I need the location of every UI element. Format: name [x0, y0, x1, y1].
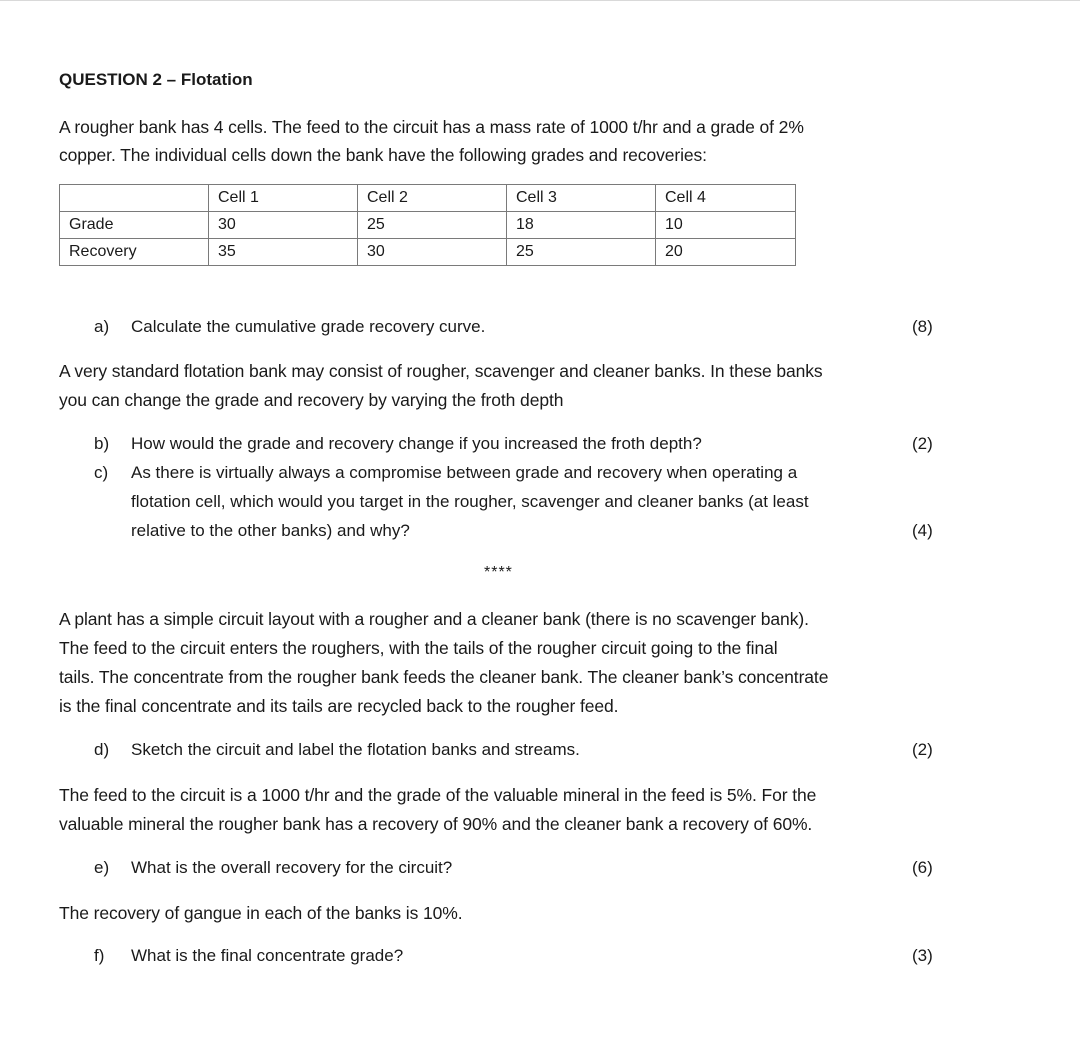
table-cell: 18 — [507, 212, 656, 239]
table-row-label: Recovery — [60, 239, 209, 266]
part-d-text: Sketch the circuit and label the flotation banks and streams. — [131, 740, 580, 759]
para5-line-1: The recovery of gangue in each of the banks is 10%. — [59, 903, 463, 923]
part-a-marks: (8) — [912, 317, 933, 336]
table-cell: 35 — [209, 239, 358, 266]
table-row-label: Grade — [60, 212, 209, 239]
para4-line-2: valuable mineral the rougher bank has a recovery of 90% and the cleaner bank a recovery of 60%. — [59, 814, 813, 834]
table-cell: 10 — [656, 212, 796, 239]
table-header-cell: Cell 3 — [507, 185, 656, 212]
part-f-label: f) — [94, 946, 105, 965]
table-cell: 25 — [507, 239, 656, 266]
part-f-marks: (3) — [912, 946, 933, 965]
part-c-line-2: flotation cell, which would you target in the rougher, scavenger and cleaner banks (at least — [131, 492, 809, 511]
part-c-line-1: As there is virtually always a compromise between grade and recovery when operating a — [131, 463, 798, 482]
table-header-cell: Cell 2 — [358, 185, 507, 212]
para3-line-1: A plant has a simple circuit layout with a rougher and a cleaner bank (there is no scavenger bank). — [59, 609, 809, 629]
para3-line-3: tails. The concentrate from the rougher bank feeds the cleaner bank. The cleaner bank’s concentrate — [59, 667, 829, 687]
table-header-cell: Cell 1 — [209, 185, 358, 212]
para4-line-1: The feed to the circuit is a 1000 t/hr and the grade of the valuable mineral in the feed is 5%. For the — [59, 785, 817, 805]
top-border — [0, 0, 1080, 1]
table-cell: 30 — [358, 239, 507, 266]
intro-line-2: copper. The individual cells down the bank have the following grades and recoveries: — [59, 145, 707, 165]
grade-recovery-table — [59, 184, 796, 266]
part-b-text: How would the grade and recovery change if you increased the froth depth? — [131, 434, 702, 453]
part-c-marks: (4) — [912, 521, 933, 540]
part-c-label: c) — [94, 463, 109, 482]
part-e-text: What is the overall recovery for the circuit? — [131, 858, 453, 877]
part-b-marks: (2) — [912, 434, 933, 453]
table-row — [60, 212, 796, 239]
para3-line-4: is the final concentrate and its tails are recycled back to the rougher feed. — [59, 696, 619, 716]
part-d-marks: (2) — [912, 740, 933, 759]
part-d-label: d) — [94, 740, 110, 759]
para3-line-2: The feed to the circuit enters the roughers, with the tails of the rougher circuit going to the final — [59, 638, 778, 658]
para2-line-1: A very standard flotation bank may consist of rougher, scavenger and cleaner banks. In these banks — [59, 361, 823, 381]
part-c-line-3: relative to the other banks) and why? — [131, 521, 410, 540]
part-e-marks: (6) — [912, 858, 933, 877]
section-separator: **** — [484, 564, 513, 581]
part-f-text: What is the final concentrate grade? — [131, 946, 404, 965]
table-cell: 20 — [656, 239, 796, 266]
question-title: QUESTION 2 – Flotation — [59, 70, 253, 89]
table-cell: 30 — [209, 212, 358, 239]
table-header-cell — [60, 185, 209, 212]
part-a-label: a) — [94, 317, 110, 336]
para2-line-2: you can change the grade and recovery by varying the froth depth — [59, 390, 564, 410]
intro-line-1: A rougher bank has 4 cells. The feed to the circuit has a mass rate of 1000 t/hr and a grade of 2% — [59, 117, 804, 137]
part-a-text: Calculate the cumulative grade recovery curve. — [131, 317, 486, 336]
table-row — [60, 239, 796, 266]
table-cell: 25 — [358, 212, 507, 239]
table-header-cell: Cell 4 — [656, 185, 796, 212]
part-e-label: e) — [94, 858, 110, 877]
table-header-row — [60, 185, 796, 212]
part-b-label: b) — [94, 434, 110, 453]
